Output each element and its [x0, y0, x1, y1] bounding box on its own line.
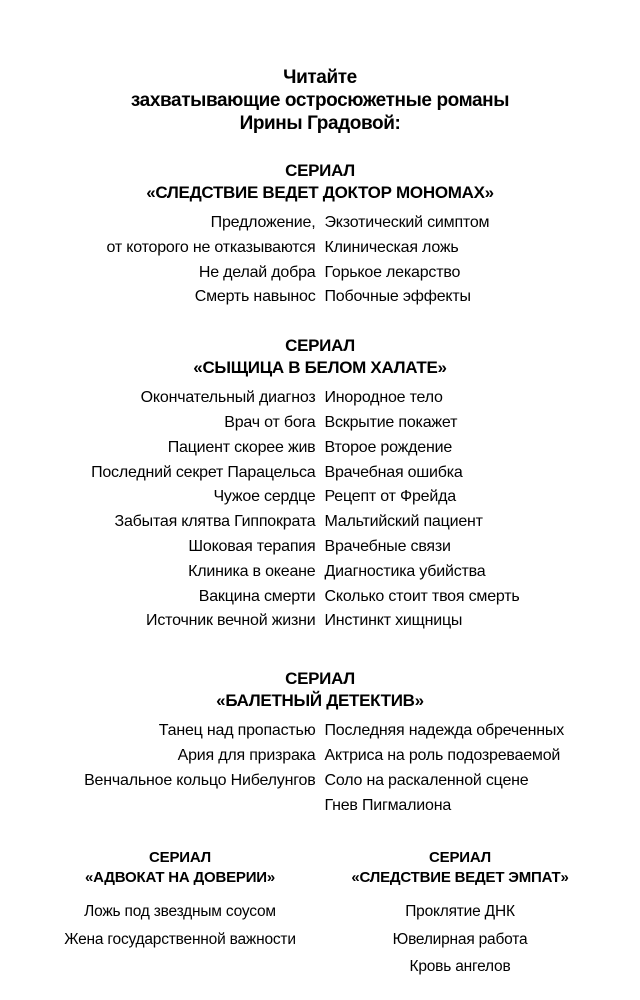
book-title: Врач от бога [224, 413, 316, 431]
book-title: Жена государственной важности [64, 930, 296, 948]
book-title: Соло на раскаленной сцене [324, 771, 529, 789]
series-header [320, 848, 600, 888]
book-title: Забытая клятва Гиппократа [114, 513, 316, 531]
series-header [40, 848, 320, 888]
series-section-advokat [40, 848, 320, 981]
bottom-sections [0, 848, 640, 981]
series-section-syshchitsa [0, 335, 640, 634]
book-list-right [325, 211, 613, 310]
book-list-left [28, 211, 316, 310]
book-title: Сколько стоит твоя смерть [324, 587, 520, 605]
book-title: Вскрытие покажет [324, 413, 458, 431]
series-section-empat [320, 848, 600, 981]
book-title: Горькое лекарство [324, 263, 461, 281]
book-list-right [325, 719, 613, 818]
series-title: «СЛЕДСТВИЕ ВЕДЕТ ЭМПАТ» [351, 869, 569, 887]
series-header [0, 668, 640, 712]
book-title: Чужое сердце [213, 488, 316, 506]
book-title: Рецепт от Фрейда [324, 488, 456, 506]
book-title: Мальтийский пациент [324, 513, 483, 531]
book-title: Побочные эффекты [324, 288, 471, 306]
book-title: Окончательный диагноз [140, 389, 316, 407]
book-title: Последняя надежда обреченных [324, 722, 565, 740]
book-title: Второе рождение [324, 438, 453, 456]
book-title: от которого не отказываются [106, 238, 316, 256]
book-title: Ария для призрака [177, 746, 316, 764]
book-title: Ювелирная работа [392, 930, 528, 948]
intro-line-3: Ирины Градовой: [239, 113, 401, 134]
book-title: Пациент скорее жив [167, 438, 316, 456]
book-title: Источник вечной жизни [146, 612, 316, 630]
book-title: Шоковая терапия [188, 537, 316, 555]
book-columns [0, 211, 640, 310]
book-title: Диагностика убийства [324, 562, 486, 580]
series-header [0, 335, 640, 379]
book-title: Клиническая ложь [324, 238, 459, 256]
book-list-centered [40, 898, 320, 953]
series-label: СЕРИАЛ [149, 849, 211, 867]
book-title: Врачебные связи [324, 537, 451, 555]
series-title: «БАЛЕТНЫЙ ДЕТЕКТИВ» [216, 691, 424, 711]
book-title: Смерть навынос [194, 288, 316, 306]
book-title: Вакцина смерти [198, 587, 316, 605]
book-list-right [325, 386, 613, 634]
series-title: «СЫЩИЦА В БЕЛОМ ХАЛАТЕ» [193, 358, 447, 378]
book-title: Инстинкт хищницы [324, 612, 463, 630]
book-title: Экзотический симптом [324, 214, 490, 231]
book-title: Венчальное кольцо Нибелунгов [84, 771, 316, 789]
book-title: Проклятие ДНК [405, 903, 515, 921]
book-columns [0, 386, 640, 634]
series-label: СЕРИАЛ [429, 849, 491, 867]
book-title: Ложь под звездным соусом [84, 903, 276, 921]
series-section-monomakh [0, 160, 640, 310]
book-list-left [28, 719, 316, 818]
book-columns [0, 719, 640, 818]
series-label: СЕРИАЛ [285, 161, 355, 180]
book-list-centered [320, 898, 600, 981]
intro-line-1: Читайте [283, 67, 357, 88]
book-title: Предложение, [210, 214, 316, 231]
book-title: Клиника в океане [188, 562, 316, 580]
book-title: Танец над пропастью [158, 722, 316, 740]
series-title: «СЛЕДСТВИЕ ВЕДЕТ ДОКТОР МОНОМАХ» [146, 183, 494, 202]
book-title: Врачебная ошибка [324, 463, 463, 481]
book-title: Последний секрет Парацельса [91, 463, 316, 481]
series-label: СЕРИАЛ [285, 669, 355, 689]
book-title: Актриса на роль подозреваемой [324, 746, 561, 764]
series-title: «АДВОКАТ НА ДОВЕРИИ» [84, 869, 276, 887]
book-title: Не делай добра [198, 263, 316, 281]
series-label: СЕРИАЛ [285, 336, 355, 356]
series-section-baletny [0, 668, 640, 818]
book-list-left [28, 386, 316, 634]
series-header [0, 160, 640, 204]
book-title: Кровь ангелов [409, 958, 511, 976]
page-intro [0, 66, 640, 135]
book-title: Инородное тело [324, 389, 443, 407]
book-title: Гнев Пигмалиона [324, 796, 452, 814]
intro-line-2: захватывающие остросюжетные романы [130, 90, 510, 111]
